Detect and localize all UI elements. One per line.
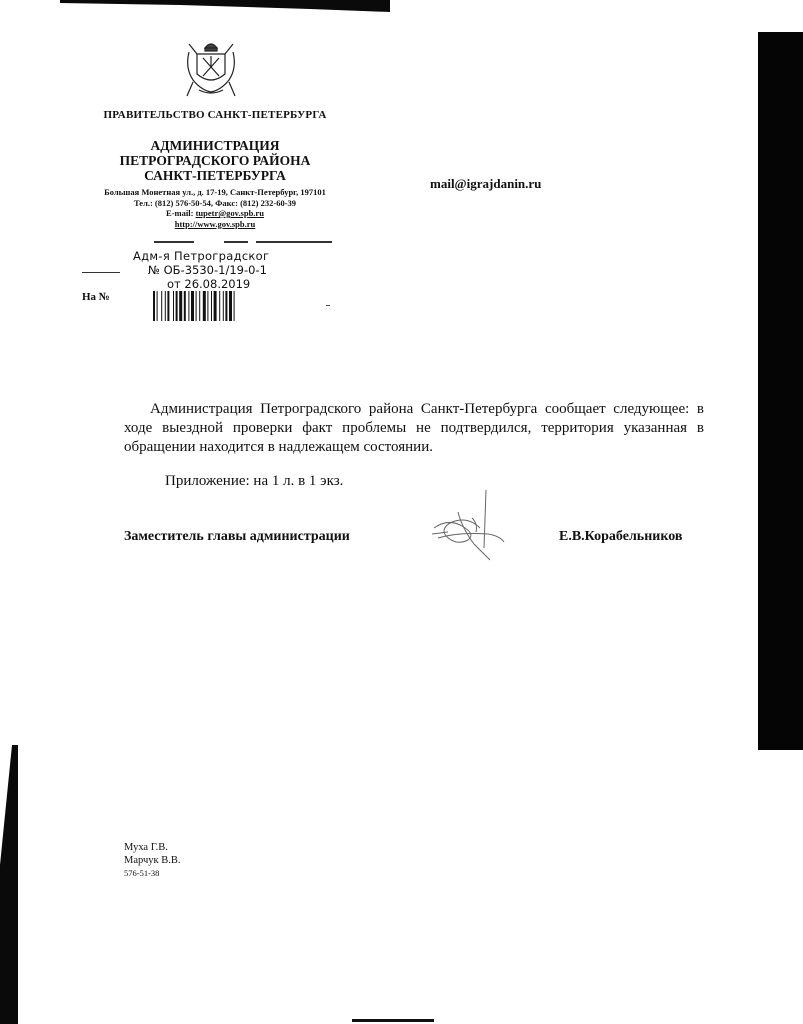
website-link[interactable]: http://www.gov.spb.ru <box>174 218 256 229</box>
scan-edge-bottom <box>352 1019 434 1022</box>
executors-block <box>124 841 181 880</box>
reference-dash <box>326 305 330 306</box>
reference-label: На № <box>82 291 110 303</box>
coat-of-arms-icon <box>183 38 239 98</box>
email-link[interactable]: tupetr@gov.spb.ru <box>195 208 264 218</box>
phone-fax: Тел.: (812) 576-50-54, Факс: (812) 232-60-39 <box>133 197 297 208</box>
contact-block <box>60 187 370 229</box>
stamp-organization: Адм-я Петроградског <box>133 249 270 263</box>
executor-name-2: Марчук В.В. <box>124 855 181 866</box>
administration-line-2: ПЕТРОГРАДСКОГО РАЙОНА <box>119 153 311 168</box>
barcode-icon <box>153 291 293 321</box>
executor-phone: 576-51-38 <box>124 868 160 878</box>
stamp-date: от 26.08.2019 <box>167 277 251 291</box>
recipient-email: mail@igrajdanin.ru <box>430 176 542 191</box>
address: Большая Монетная ул., д. 17-19, Санкт-Петербург, 197101 <box>104 187 326 197</box>
government-title: ПРАВИТЕЛЬСТВО САНКТ-ПЕТЕРБУРГА <box>103 109 327 121</box>
scan-edge-right <box>758 32 803 750</box>
scan-edge-top <box>60 0 390 12</box>
letter-body: Администрация Петроградского района Санкт-Петербурга сообщает следующее: в ходе выездной проверки факт проблемы не подтвердился, территория указанная в обращении находится в надлежащем состоянии. <box>124 401 704 455</box>
signatory-name: Е.В.Корабельников <box>559 529 683 544</box>
attachment-note: Приложение: на 1 л. в 1 экз. <box>165 473 344 489</box>
administration-line-1: АДМИНИСТРАЦИЯ <box>150 138 280 153</box>
stamp-number: № ОБ-3530-1/19-0-1 <box>148 263 267 277</box>
date-underline <box>82 272 120 273</box>
executor-name-1: Муха Г.В. <box>124 842 168 853</box>
cropped-text-artifact <box>154 240 334 244</box>
administration-line-3: САНКТ-ПЕТЕРБУРГА <box>144 168 286 183</box>
email-label: E-mail: <box>166 208 196 218</box>
handwritten-signature <box>428 488 508 566</box>
signatory-title: Заместитель главы администрации <box>124 529 350 544</box>
scan-edge-left <box>0 745 18 1024</box>
administration-title <box>60 138 370 183</box>
email-line <box>60 208 370 219</box>
